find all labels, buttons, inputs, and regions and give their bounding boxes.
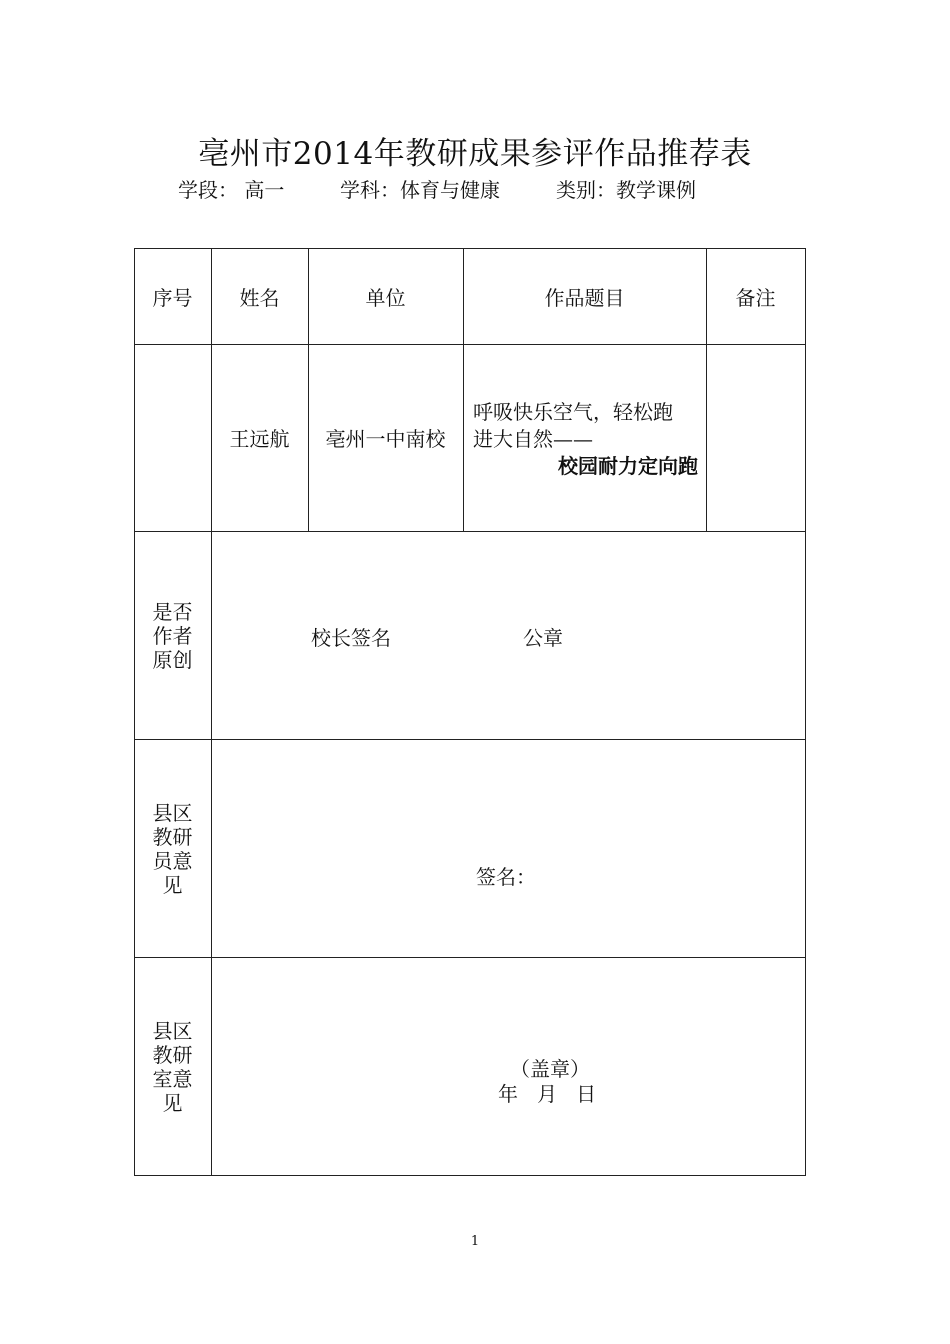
entry-name: 王远航	[229, 427, 290, 451]
researcher-row-divider	[134, 957, 806, 958]
category-field: 类别：教学课例	[556, 178, 696, 202]
table-border-right	[805, 248, 806, 1176]
grade-field: 学段： 高一	[178, 178, 285, 202]
researcher-signature-label: 签名：	[476, 865, 536, 889]
work-title-subtitle: 校园耐力定向跑	[558, 454, 698, 478]
work-title-line2: 进大自然——	[473, 427, 593, 451]
header-name: 姓名	[239, 285, 280, 310]
document-title: 亳州市2014年教研成果参评作品推荐表	[198, 136, 752, 172]
entry-work-title	[473, 399, 698, 480]
recommendation-table	[134, 248, 806, 1176]
researcher-label: 县区教研员意见	[152, 800, 193, 897]
researcher-label-cell	[134, 740, 211, 957]
entry-index	[134, 344, 211, 531]
header-index: 序号	[152, 285, 193, 310]
official-seal-label: 公章	[523, 626, 563, 650]
table-border-bottom	[134, 1175, 806, 1176]
principal-signature-label: 校长签名	[311, 626, 391, 650]
office-date-label: 年 月 日	[498, 1082, 597, 1106]
entry-unit: 亳州一中南校	[325, 427, 446, 451]
header-remark: 备注	[735, 285, 776, 310]
header-unit: 单位	[365, 285, 406, 310]
office-label: 县区教研室意见	[152, 1018, 193, 1115]
original-label-cell	[134, 532, 211, 739]
header-work-title: 作品题目	[544, 285, 625, 310]
entry-remark	[706, 344, 805, 531]
original-label: 是否作者原创	[152, 599, 193, 672]
subject-field: 学科：体育与健康	[340, 178, 500, 202]
office-seal-label: （盖章）	[510, 1057, 590, 1081]
original-row-divider	[134, 739, 806, 740]
work-title-line1: 呼吸快乐空气，轻松跑	[473, 400, 673, 424]
office-label-cell	[134, 958, 211, 1175]
page-number: 1	[470, 1234, 480, 1249]
